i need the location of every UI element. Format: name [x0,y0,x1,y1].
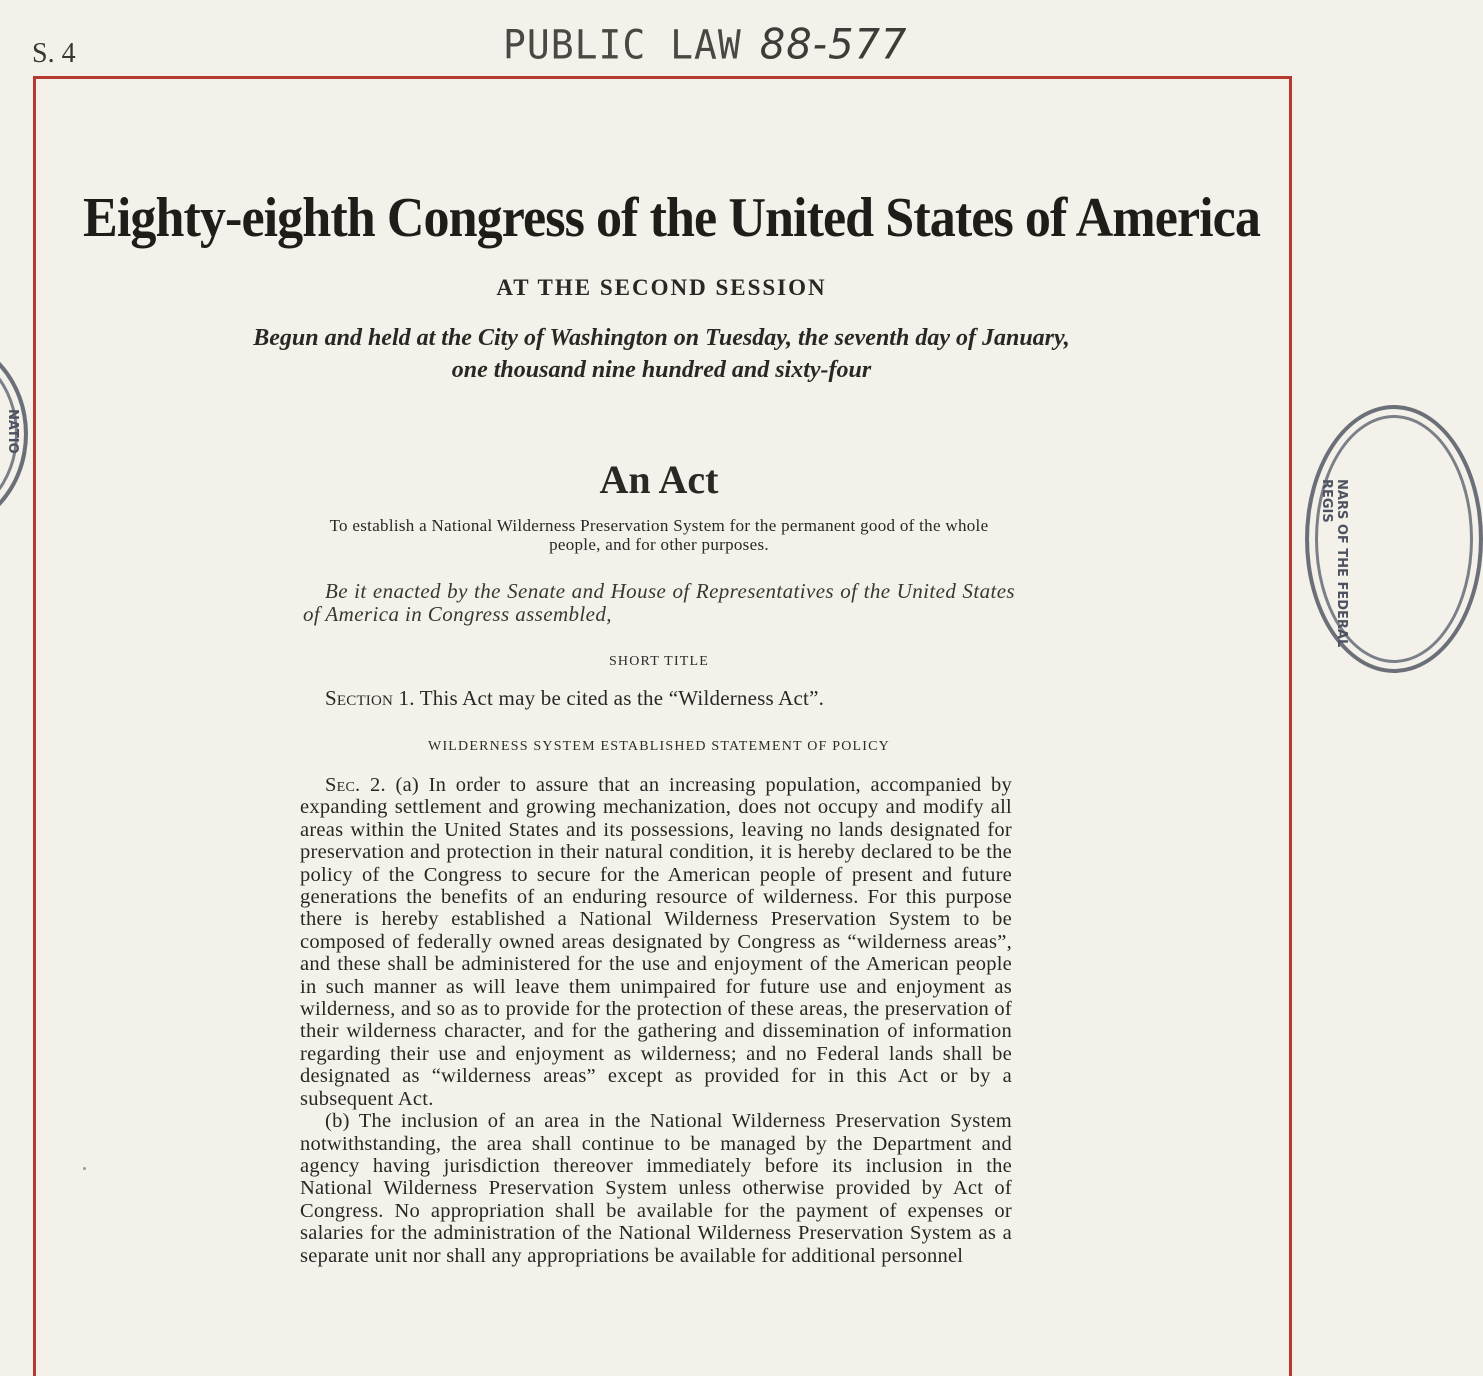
short-title-heading: SHORT TITLE [608,654,710,669]
bill-number: S. 4 [32,38,76,69]
section-1-text: This Act may be cited as the “Wilderness Act”. [414,686,825,710]
section-2-para-b: (b) The inclusion of an area in the National Wilderness Preservation System notwithstanding, the area shall continue to be managed by the Department and agency having jurisdiction thereover immediately before its inclusion in the National Wilderness Preservation System unless otherwise provided by Act of Congress. No appropriation shall be available for the payment of expenses or salaries for the administration of the National Wilderness Preservation System as a separate unit nor shall any appropriations be available for additional personnel [300,1110,1012,1267]
act-purpose: To establish a National Wilderness Preservation System for the permanent good of the whole people, and for other purposes. [329,516,989,554]
enacting-clause: Be it enacted by the Senate and House of Representatives of the United States of America in Congress assembled, [303,579,1015,626]
act-heading: An Act [599,457,719,502]
seal-right-text: NARS OF THE FEDERAL REGIS [1319,479,1349,648]
section-2-para-a-text: (a) In order to assure that an increasing population, accompanied by expanding settlement and growing mechanization, does not occupy and modify all areas within the United States and its possessions, leaving no lands designated for preservation and protection in their natural condition, it is hereby declared to be the policy of the Congress to secure for the American people of present and future generations the benefits of an enduring resource of wilderness. For this purpose there is hereby established a National Wilderness Preservation System to be composed of federally owned areas designated by Congress as “wilderness areas”, and these shall be administered for the use and enjoyment of the American people in such manner as will leave them unimpaired for future use and enjoyment as wilderness, and so as to provide for the protection of these areas, the preservation of their wilderness character, and for the gathering and dissemination of information regarding their use and enjoyment as wilderness; and no Federal lands shall be designated as “wilderness areas” except as provided for in this Act or by a subsequent Act. [300,774,1012,1110]
section-1 [325,686,824,711]
section-2-para-a [300,774,1012,1110]
section-2-body [300,774,1012,1267]
begun-line-1: Begun and held at the City of Washington on Tuesday, the seventh day of January, [253,325,1070,351]
section-1-label: Section 1. [325,686,415,710]
congress-title: Eighty-eighth Congress of the United States of America [83,187,1260,249]
begun-line-2: one thousand nine hundred and sixty-four [451,357,872,383]
begun-statement [0,322,1323,386]
public-law-label: PUBLIC LAW [503,21,742,69]
section-2-label: Sec. 2. [325,774,386,796]
seal-left-text: NATIO [5,409,20,454]
public-law-number: 88-577 [759,20,908,70]
archive-seal-right-icon [1305,405,1483,673]
session-heading: AT THE SECOND SESSION [496,275,827,300]
paper-speck [83,1167,86,1170]
section-2-heading: WILDERNESS SYSTEM ESTABLISHED STATEMENT OF POLICY [428,739,890,754]
public-law-stamp [503,21,907,69]
